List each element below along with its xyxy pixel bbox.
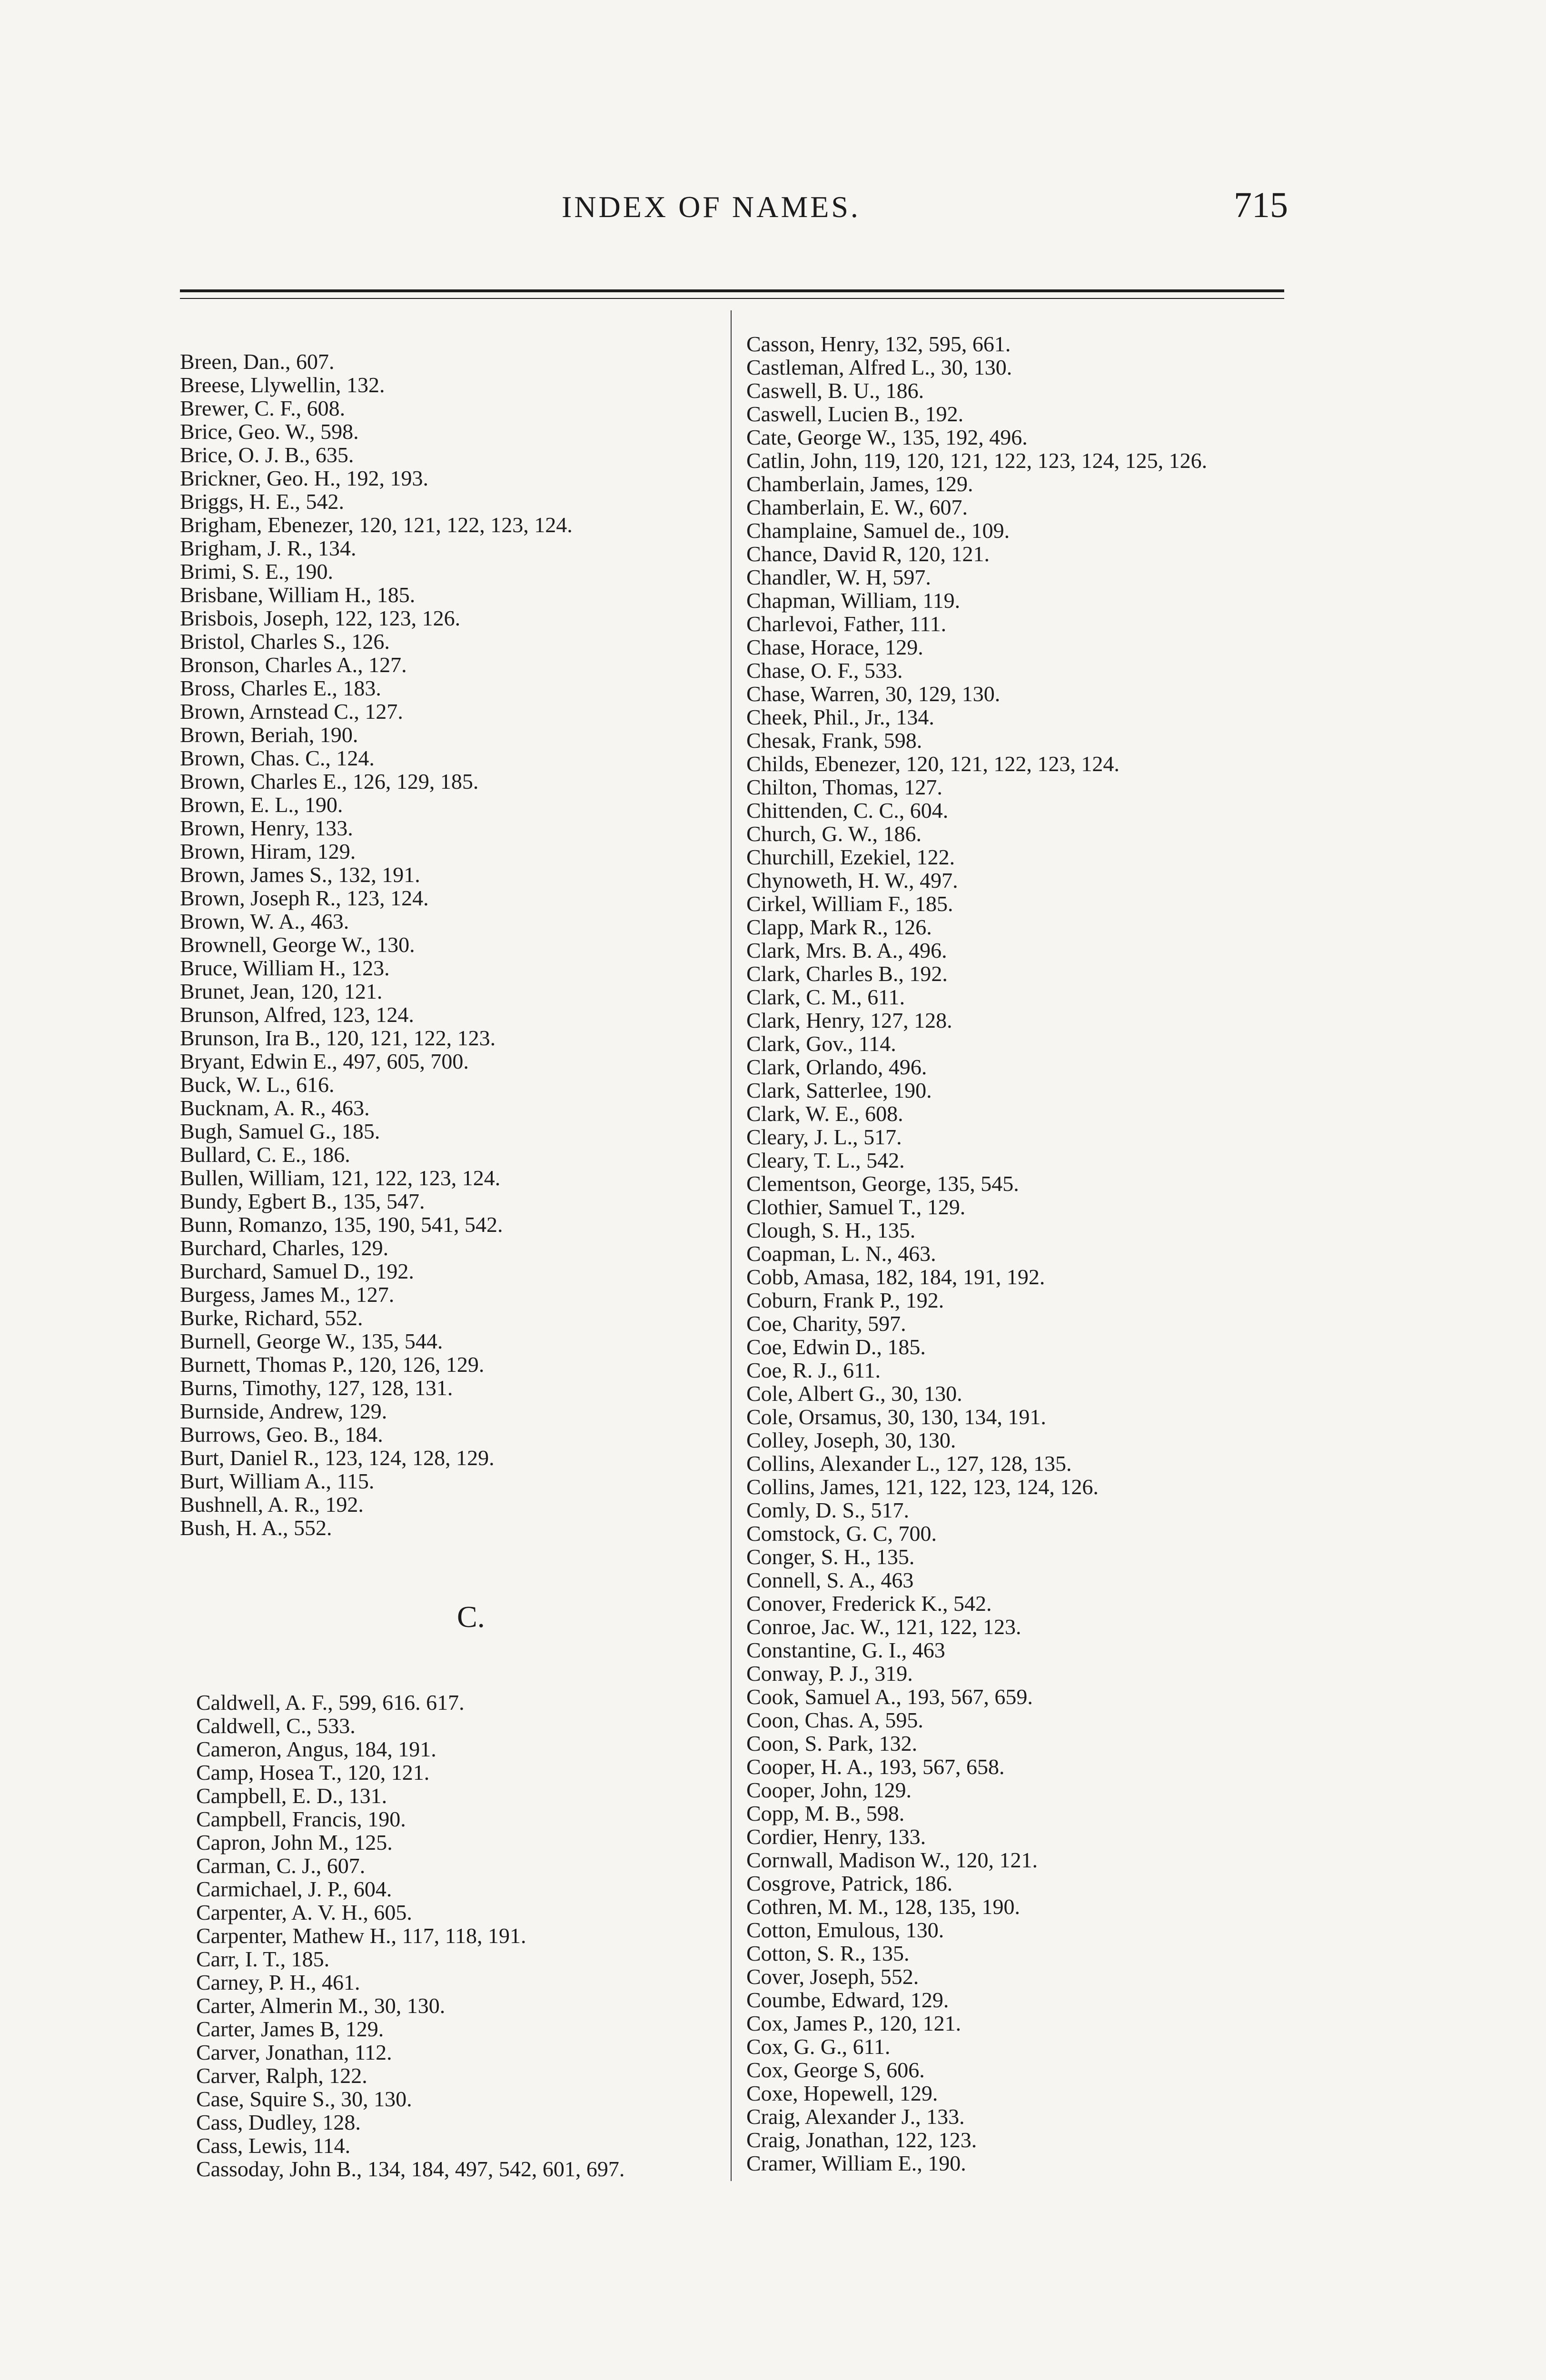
index-entry: Cox, James P., 120, 121. (746, 2011, 961, 2035)
index-entry: Chase, Horace, 129. (746, 635, 923, 659)
page-title: INDEX OF NAMES. (562, 190, 861, 224)
index-entry: Brunet, Jean, 120, 121. (180, 979, 383, 1003)
index-entry: Cotton, Emulous, 130. (746, 1918, 944, 1942)
index-entry: Carpenter, Mathew H., 117, 118, 191. (196, 1924, 526, 1948)
index-entry: Carter, Almerin M., 30, 130. (196, 1993, 446, 2018)
index-entry: Brown, Joseph R., 123, 124. (180, 886, 429, 910)
index-entry: Cass, Dudley, 128. (196, 2110, 361, 2134)
index-entry: Bullen, William, 121, 122, 123, 124. (180, 1166, 501, 1190)
index-entry: Brice, O. J. B., 635. (180, 443, 354, 467)
index-entry: Carter, James B, 129. (196, 2017, 384, 2041)
index-entry: Coburn, Frank P., 192. (746, 1288, 944, 1312)
index-entry: Brickner, Geo. H., 192, 193. (180, 466, 428, 490)
index-entry: Coxe, Hopewell, 129. (746, 2081, 938, 2105)
page-number: 715 (1234, 185, 1288, 225)
index-entry: Bugh, Samuel G., 185. (180, 1119, 380, 1143)
index-entry: Church, G. W., 186. (746, 822, 922, 846)
index-entry: Cover, Joseph, 552. (746, 1964, 919, 1989)
index-entry: Burgess, James M., 127. (180, 1282, 395, 1307)
index-entry: Bundy, Egbert B., 135, 547. (180, 1189, 425, 1213)
index-entry: Brigham, Ebenezer, 120, 121, 122, 123, 124. (180, 513, 573, 537)
index-entry: Bushnell, A. R., 192. (180, 1492, 364, 1517)
index-entry: Bullard, C. E., 186. (180, 1142, 350, 1167)
index-entry: Cleary, T. L., 542. (746, 1148, 905, 1172)
index-entry: Cobb, Amasa, 182, 184, 191, 192. (746, 1265, 1045, 1289)
index-entry: Camp, Hosea T., 120, 121. (196, 1760, 430, 1785)
index-entry: Brown, Henry, 133. (180, 816, 353, 840)
index-entry: Breese, Llywellin, 132. (180, 373, 385, 397)
index-entry: Brown, Hiram, 129. (180, 839, 356, 863)
index-column-left (180, 350, 573, 1539)
index-entry: Comstock, G. C, 700. (746, 1521, 937, 1546)
index-entry: Carver, Ralph, 122. (196, 2063, 367, 2088)
index-entry: Campbell, E. D., 131. (196, 1784, 387, 1808)
index-entry: Clark, Mrs. B. A., 496. (746, 938, 947, 962)
index-entry: Cook, Samuel A., 193, 567, 659. (746, 1685, 1033, 1709)
index-entry: Chamberlain, James, 129. (746, 472, 973, 496)
index-column-left-c (196, 1691, 624, 2181)
index-entry: Clementson, George, 135, 545. (746, 1171, 1019, 1196)
index-entry: Cotton, S. R., 135. (746, 1941, 910, 1965)
index-entry: Buck, W. L., 616. (180, 1072, 335, 1097)
section-letter: C. (457, 1600, 485, 1634)
index-entry: Brown, Charles E., 126, 129, 185. (180, 769, 479, 793)
index-entry: Clapp, Mark R., 126. (746, 915, 932, 939)
index-entry: Cole, Albert G., 30, 130. (746, 1381, 962, 1406)
index-entry: Coon, Chas. A, 595. (746, 1708, 923, 1732)
index-entry: Bunn, Romanzo, 135, 190, 541, 542. (180, 1212, 503, 1237)
index-entry: Caswell, B. U., 186. (746, 378, 924, 403)
index-column-right (746, 332, 1207, 2175)
index-entry: Cass, Lewis, 114. (196, 2133, 351, 2158)
index-entry: Bucknam, A. R., 463. (180, 1096, 370, 1120)
index-entry: Cirkel, William F., 185. (746, 892, 953, 916)
index-entry: Burnside, Andrew, 129. (180, 1399, 387, 1423)
index-entry: Briggs, H. E., 542. (180, 489, 344, 514)
index-entry: Carman, C. J., 607. (196, 1854, 366, 1878)
index-entry: Brewer, C. F., 608. (180, 396, 346, 420)
index-entry: Chilton, Thomas, 127. (746, 775, 942, 799)
index-entry: Clark, Henry, 127, 128. (746, 1008, 952, 1032)
index-entry: Brown, James S., 132, 191. (180, 863, 420, 887)
index-entry: Clark, Satterlee, 190. (746, 1078, 932, 1102)
index-entry: Cramer, William E., 190. (746, 2151, 966, 2175)
index-entry: Coon, S. Park, 132. (746, 1731, 918, 1755)
index-entry: Brigham, J. R., 134. (180, 536, 357, 560)
index-entry: Catlin, John, 119, 120, 121, 122, 123, 124, 125, 126. (746, 448, 1208, 473)
index-entry: Brimi, S. E., 190. (180, 559, 334, 584)
index-entry: Brunson, Alfred, 123, 124. (180, 1002, 414, 1027)
index-entry: Chase, Warren, 30, 129, 130. (746, 682, 1001, 706)
index-entry: Cordier, Henry, 133. (746, 1825, 926, 1849)
index-entry: Cleary, J. L., 517. (746, 1125, 902, 1149)
index-entry: Conover, Frederick K., 542. (746, 1591, 992, 1616)
index-entry: Coapman, L. N., 463. (746, 1241, 936, 1266)
index-entry: Charlevoi, Father, 111. (746, 612, 947, 636)
index-entry: Champlaine, Samuel de., 109. (746, 518, 1010, 543)
index-entry: Cole, Orsamus, 30, 130, 134, 191. (746, 1405, 1046, 1429)
header-rule (180, 289, 1284, 292)
index-entry: Carr, I. T., 185. (196, 1947, 330, 1971)
index-entry: Brownell, George W., 130. (180, 932, 415, 957)
index-entry: Cassoday, John B., 134, 184, 497, 542, 601, 697. (196, 2157, 625, 2181)
header-rule-thin (180, 298, 1284, 299)
index-entry: Burchard, Samuel D., 192. (180, 1259, 414, 1283)
index-entry: Cox, George S, 606. (746, 2058, 925, 2082)
index-entry: Brown, W. A., 463. (180, 909, 349, 933)
index-entry: Conway, P. J., 319. (746, 1661, 913, 1686)
index-entry: Connell, S. A., 463 (746, 1568, 914, 1592)
index-entry: Bronson, Charles A., 127. (180, 653, 407, 677)
index-entry: Chamberlain, E. W., 607. (746, 495, 968, 519)
index-entry: Burt, Daniel R., 123, 124, 128, 129. (180, 1446, 495, 1470)
index-entry: Conger, S. H., 135. (746, 1545, 915, 1569)
index-entry: Cothren, M. M., 128, 135, 190. (746, 1894, 1020, 1919)
index-entry: Burnett, Thomas P., 120, 126, 129. (180, 1352, 485, 1377)
index-entry: Clothier, Samuel T., 129. (746, 1195, 966, 1219)
index-entry: Brown, Beriah, 190. (180, 723, 358, 747)
index-entry: Clough, S. H., 135. (746, 1218, 916, 1242)
index-entry: Chandler, W. H, 597. (746, 565, 931, 589)
index-entry: Chapman, William, 119. (746, 588, 961, 613)
index-entry: Cate, George W., 135, 192, 496. (746, 425, 1028, 449)
index-entry: Brice, Geo. W., 598. (180, 419, 359, 444)
index-entry: Burt, William A., 115. (180, 1469, 375, 1493)
index-entry: Bristol, Charles S., 126. (180, 629, 390, 654)
index-entry: Coe, Charity, 597. (746, 1311, 906, 1336)
index-entry: Campbell, Francis, 190. (196, 1807, 406, 1831)
index-entry: Brown, Chas. C., 124. (180, 746, 375, 770)
index-entry: Casson, Henry, 132, 595, 661. (746, 332, 1011, 356)
index-entry: Castleman, Alfred L., 30, 130. (746, 355, 1012, 379)
column-divider (731, 310, 732, 2181)
index-entry: Brisbane, William H., 185. (180, 583, 416, 607)
index-entry: Burke, Richard, 552. (180, 1306, 363, 1330)
index-entry: Craig, Jonathan, 122, 123. (746, 2128, 977, 2152)
index-entry: Copp, M. B., 598. (746, 1801, 905, 1825)
index-entry: Clark, Orlando, 496. (746, 1055, 927, 1079)
index-entry: Clark, C. M., 611. (746, 985, 905, 1009)
index-entry: Clark, Gov., 114. (746, 1031, 896, 1056)
index-entry: Burrows, Geo. B., 184. (180, 1422, 383, 1447)
index-entry: Cooper, H. A., 193, 567, 658. (746, 1755, 1005, 1779)
index-entry: Brunson, Ira B., 120, 121, 122, 123. (180, 1026, 496, 1050)
index-entry: Breen, Dan., 607. (180, 349, 335, 374)
index-entry: Carney, P. H., 461. (196, 1970, 360, 1994)
index-entry: Conroe, Jac. W., 121, 122, 123. (746, 1615, 1021, 1639)
index-entry: Childs, Ebenezer, 120, 121, 122, 123, 124. (746, 752, 1120, 776)
index-entry: Capron, John M., 125. (196, 1830, 393, 1854)
index-entry: Bush, H. A., 552. (180, 1516, 332, 1540)
index-entry: Burchard, Charles, 129. (180, 1236, 389, 1260)
index-entry: Constantine, G. I., 463 (746, 1638, 945, 1662)
index-entry: Caldwell, A. F., 599, 616. 617. (196, 1690, 465, 1715)
index-entry: Clark, Charles B., 192. (746, 962, 948, 986)
index-entry: Cheek, Phil., Jr., 134. (746, 705, 934, 729)
index-entry: Carpenter, A. V. H., 605. (196, 1900, 412, 1924)
index-entry: Carver, Jonathan, 112. (196, 2040, 392, 2064)
index-entry: Chance, David R, 120, 121. (746, 542, 990, 566)
index-entry: Cox, G. G., 611. (746, 2034, 891, 2059)
index-entry: Chesak, Frank, 598. (746, 728, 922, 753)
index-entry: Craig, Alexander J., 133. (746, 2104, 965, 2129)
index-entry: Bryant, Edwin E., 497, 605, 700. (180, 1049, 469, 1073)
index-entry: Colley, Joseph, 30, 130. (746, 1428, 956, 1452)
index-entry: Carmichael, J. P., 604. (196, 1877, 392, 1901)
index-entry: Chittenden, C. C., 604. (746, 798, 949, 823)
index-entry: Coe, R. J., 611. (746, 1358, 881, 1382)
index-entry: Collins, Alexander L., 127, 128, 135. (746, 1451, 1072, 1476)
index-entry: Chynoweth, H. W., 497. (746, 868, 958, 892)
index-entry: Chase, O. F., 533. (746, 658, 903, 683)
index-entry: Coe, Edwin D., 185. (746, 1335, 926, 1359)
index-entry: Collins, James, 121, 122, 123, 124, 126. (746, 1475, 1099, 1499)
index-entry: Cosgrove, Patrick, 186. (746, 1871, 953, 1895)
index-entry: Cooper, John, 129. (746, 1778, 912, 1802)
index-entry: Caswell, Lucien B., 192. (746, 402, 964, 426)
index-entry: Burnell, George W., 135, 544. (180, 1329, 443, 1353)
index-entry: Coumbe, Edward, 129. (746, 1988, 949, 2012)
index-entry: Brown, Arnstead C., 127. (180, 699, 403, 724)
index-entry: Cornwall, Madison W., 120, 121. (746, 1848, 1038, 1872)
index-entry: Bruce, William H., 123. (180, 956, 390, 980)
index-entry: Comly, D. S., 517. (746, 1498, 910, 1522)
index-entry: Brown, E. L., 190. (180, 793, 343, 817)
index-entry: Case, Squire S., 30, 130. (196, 2087, 412, 2111)
index-entry: Brisbois, Joseph, 122, 123, 126. (180, 606, 461, 630)
index-entry: Churchill, Ezekiel, 122. (746, 845, 955, 869)
index-entry: Bross, Charles E., 183. (180, 676, 381, 700)
index-entry: Cameron, Angus, 184, 191. (196, 1737, 436, 1761)
index-entry: Burns, Timothy, 127, 128, 131. (180, 1376, 453, 1400)
index-entry: Caldwell, C., 533. (196, 1714, 356, 1738)
index-entry: Clark, W. E., 608. (746, 1101, 903, 1126)
